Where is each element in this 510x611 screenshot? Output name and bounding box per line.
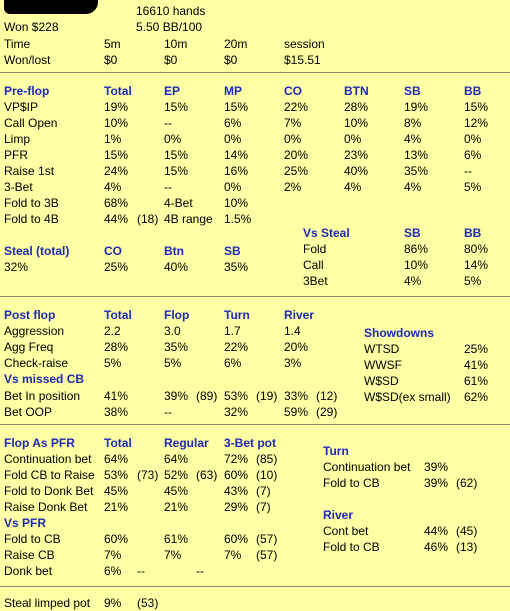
preflop-col-sb: SB [404, 84, 421, 98]
river-title: River [323, 508, 354, 522]
postflop-cell: 1.7 [224, 324, 241, 338]
time-col-10m: 10m [164, 37, 188, 51]
turn-row-label: Fold to CB [323, 476, 380, 490]
flop-pfr-col-regular: Regular [164, 436, 209, 450]
preflop-cell: 0% [224, 180, 242, 194]
fold-to-4b-count: (18) [137, 212, 159, 226]
vs-pfr-row-label: Donk bet [4, 564, 53, 578]
preflop-row-label: Call Open [4, 116, 58, 130]
river-row-label: Cont bet [323, 524, 369, 538]
postflop-col-total: Total [104, 308, 132, 322]
preflop-cell: 23% [344, 148, 369, 162]
vs-pfr-count: (57) [256, 548, 278, 562]
showdown-label: WWSF [364, 358, 402, 372]
flop-pfr-cell: 60% [224, 468, 249, 482]
postflop-cell: 3% [284, 356, 302, 370]
steal-col-btn: Btn [164, 244, 184, 258]
wonlost-session: $15.51 [284, 53, 321, 67]
vs-pfr-row-label: Fold to CB [4, 532, 61, 546]
vs-pfr-cell: -- [137, 564, 145, 578]
preflop-cell: 35% [404, 164, 429, 178]
preflop-cell: 4% [104, 180, 122, 194]
steal-title: Steal (total) [4, 244, 70, 258]
turn-cell: 39% [424, 460, 449, 474]
vs-steal-cell: 5% [464, 274, 482, 288]
showdown-label: W$SD [364, 374, 399, 388]
vs-pfr-count: (57) [256, 532, 278, 546]
showdown-value: 62% [464, 390, 489, 404]
preflop-col-mp: MP [224, 84, 242, 98]
showdown-value: 41% [464, 358, 489, 372]
vs-steal-col-sb: SB [404, 226, 421, 240]
preflop-cell: 24% [104, 164, 129, 178]
preflop-cell: 15% [224, 100, 249, 114]
postflop-row-label: Check-raise [4, 356, 69, 370]
four-bet-label: 4-Bet [164, 196, 193, 210]
vs-steal-row-label: Fold [303, 242, 327, 256]
postflop-col-river: River [284, 308, 315, 322]
flop-pfr-title: Flop As PFR [4, 436, 75, 450]
preflop-cell: -- [164, 116, 172, 130]
preflop-col-co: CO [284, 84, 302, 98]
preflop-cell: 4% [404, 132, 422, 146]
time-col-session: session [284, 37, 325, 51]
vs-steal-col-bb: BB [464, 226, 482, 240]
vs-steal-title: Vs Steal [303, 226, 350, 240]
time-col-5m: 5m [104, 37, 121, 51]
flop-pfr-count: (7) [256, 500, 271, 514]
flop-pfr-row-label: Raise Donk Bet [4, 500, 88, 514]
bet-in-position-count: (12) [316, 389, 338, 403]
preflop-cell: 12% [464, 116, 489, 130]
flop-pfr-cell: 64% [104, 452, 129, 466]
flop-pfr-count: (10) [256, 468, 278, 482]
river-row-label: Fold to CB [323, 540, 380, 554]
vs-pfr-row-label: Raise CB [4, 548, 55, 562]
preflop-cell: 22% [284, 100, 309, 114]
flop-pfr-cell: 29% [224, 500, 249, 514]
preflop-col-ep: EP [164, 84, 181, 98]
turn-row-label: Continuation bet [323, 460, 411, 474]
fold-to-3b-value: 68% [104, 196, 129, 210]
four-bet-range-value: 1.5% [224, 212, 252, 226]
preflop-cell: 6% [224, 116, 242, 130]
postflop-cell: 22% [224, 340, 249, 354]
preflop-row-label: 3-Bet [4, 180, 33, 194]
flop-pfr-cell: 45% [164, 484, 189, 498]
steal-limped-count: (53) [137, 596, 159, 610]
four-bet-value: 10% [224, 196, 249, 210]
won-amount: Won $228 [4, 20, 59, 34]
preflop-cell: 4% [344, 180, 362, 194]
preflop-cell: 7% [284, 116, 302, 130]
preflop-cell: 0% [464, 132, 482, 146]
bet-in-position-cell: 39% [164, 389, 189, 403]
preflop-cell: 2% [284, 180, 302, 194]
preflop-row-label: Limp [4, 132, 31, 146]
vs-pfr-cell: 60% [224, 532, 249, 546]
turn-cell: 39% [424, 476, 449, 490]
vs-pfr-cell: -- [196, 564, 204, 578]
bet-in-position-label: Bet In position [4, 389, 81, 403]
divider [0, 424, 510, 425]
vs-steal-row-label: 3Bet [303, 274, 328, 288]
preflop-title: Pre-flop [4, 84, 50, 98]
preflop-cell: 15% [164, 100, 189, 114]
divider [0, 586, 510, 587]
flop-pfr-cell: 53% [104, 468, 129, 482]
wonlost-label: Won/lost [4, 53, 51, 67]
preflop-cell: -- [164, 180, 172, 194]
river-count: (45) [456, 524, 478, 538]
time-col-20m: 20m [224, 37, 248, 51]
wonlost-10m: $0 [164, 53, 178, 67]
preflop-cell: 15% [164, 148, 189, 162]
showdown-label: WTSD [364, 342, 400, 356]
preflop-col-total: Total [104, 84, 132, 98]
preflop-cell: 0% [224, 132, 242, 146]
fold-to-3b-label: Fold to 3B [4, 196, 59, 210]
showdown-label: W$SD(ex small) [364, 390, 451, 404]
fold-to-4b-value: 44% [104, 212, 129, 226]
vs-pfr-cell: 7% [224, 548, 242, 562]
postflop-cell: 1.4 [284, 324, 301, 338]
preflop-cell: 40% [344, 164, 369, 178]
bet-oop-cell: 32% [224, 405, 249, 419]
preflop-row-label: VP$IP [4, 100, 39, 114]
steal-total-value: 32% [4, 260, 29, 274]
wonlost-5m: $0 [104, 53, 118, 67]
preflop-col-btn: BTN [344, 84, 369, 98]
preflop-cell: 0% [164, 132, 182, 146]
steal-col-co: CO [104, 244, 122, 258]
vs-steal-cell: 14% [464, 258, 489, 272]
bb-per-100: 5.50 BB/100 [136, 20, 203, 34]
flop-pfr-cell: 52% [164, 468, 189, 482]
hands-count: 16610 hands [136, 4, 206, 18]
flop-pfr-count: (7) [256, 484, 271, 498]
preflop-cell: 8% [404, 116, 422, 130]
vs-steal-cell: 4% [404, 274, 422, 288]
steal-limped-value: 9% [104, 596, 122, 610]
postflop-row-label: Aggression [4, 324, 65, 338]
showdown-value: 25% [464, 342, 489, 356]
preflop-row-label: PFR [4, 148, 28, 162]
preflop-cell: -- [464, 164, 472, 178]
steal-cell: 25% [104, 260, 129, 274]
postflop-cell: 20% [284, 340, 309, 354]
vs-pfr-cell: 7% [104, 548, 122, 562]
flop-pfr-row-label: Fold CB to Raise [4, 468, 95, 482]
postflop-cell: 5% [104, 356, 122, 370]
preflop-cell: 20% [284, 148, 309, 162]
bet-in-position-count: (89) [196, 389, 218, 403]
steal-limped-label: Steal limped pot [4, 596, 91, 610]
postflop-col-flop: Flop [164, 308, 190, 322]
preflop-row-label: Raise 1st [4, 164, 55, 178]
bet-in-position-cell: 33% [284, 389, 309, 403]
vs-pfr-cell: 7% [164, 548, 182, 562]
preflop-cell: 6% [464, 148, 482, 162]
river-cell: 46% [424, 540, 449, 554]
preflop-cell: 13% [404, 148, 429, 162]
postflop-row-label: Agg Freq [4, 340, 54, 354]
flop-pfr-col-total: Total [104, 436, 132, 450]
postflop-col-turn: Turn [224, 308, 250, 322]
postflop-cell: 3.0 [164, 324, 181, 338]
divider [0, 72, 510, 73]
flop-pfr-count: (73) [137, 468, 159, 482]
bet-oop-label: Bet OOP [4, 405, 53, 419]
flop-pfr-col-3bet: 3-Bet pot [224, 436, 276, 450]
redacted-player-name [4, 0, 98, 14]
postflop-cell: 5% [164, 356, 182, 370]
flop-pfr-cell: 21% [164, 500, 189, 514]
time-label: Time [4, 37, 31, 51]
vs-steal-cell: 80% [464, 242, 489, 256]
preflop-cell: 15% [104, 148, 129, 162]
turn-count: (62) [456, 476, 478, 490]
showdown-value: 61% [464, 374, 489, 388]
postflop-cell: 35% [164, 340, 189, 354]
bet-in-position-cell: 53% [224, 389, 249, 403]
vs-missed-cb-title: Vs missed CB [4, 372, 85, 386]
bet-oop-count: (29) [316, 405, 338, 419]
preflop-cell: 10% [104, 116, 129, 130]
flop-pfr-row-label: Fold to Donk Bet [4, 484, 94, 498]
preflop-cell: 25% [284, 164, 309, 178]
preflop-cell: 10% [344, 116, 369, 130]
steal-cell: 35% [224, 260, 249, 274]
bet-in-position-count: (19) [256, 389, 278, 403]
flop-pfr-cell: 72% [224, 452, 249, 466]
preflop-cell: 28% [344, 100, 369, 114]
fold-to-4b-label: Fold to 4B [4, 212, 59, 226]
bet-oop-cell: 59% [284, 405, 309, 419]
preflop-cell: 15% [164, 164, 189, 178]
preflop-cell: 1% [104, 132, 122, 146]
vs-pfr-title: Vs PFR [4, 516, 47, 530]
bet-oop-cell: -- [164, 405, 172, 419]
postflop-title: Post flop [4, 308, 56, 322]
preflop-cell: 16% [224, 164, 249, 178]
preflop-cell: 0% [284, 132, 302, 146]
flop-pfr-cell: 43% [224, 484, 249, 498]
vs-pfr-cell: 60% [104, 532, 129, 546]
flop-pfr-row-label: Continuation bet [4, 452, 92, 466]
steal-cell: 40% [164, 260, 189, 274]
preflop-cell: 14% [224, 148, 249, 162]
flop-pfr-cell: 21% [104, 500, 129, 514]
flop-pfr-count: (85) [256, 452, 278, 466]
postflop-cell: 28% [104, 340, 129, 354]
preflop-cell: 15% [464, 100, 489, 114]
vs-steal-cell: 86% [404, 242, 429, 256]
preflop-cell: 19% [404, 100, 429, 114]
river-cell: 44% [424, 524, 449, 538]
showdowns-title: Showdowns [364, 326, 434, 340]
vs-steal-row-label: Call [303, 258, 324, 272]
postflop-cell: 6% [224, 356, 242, 370]
vs-pfr-cell: 61% [164, 532, 189, 546]
preflop-cell: 19% [104, 100, 129, 114]
flop-pfr-cell: 64% [164, 452, 189, 466]
vs-pfr-cell: 6% [104, 564, 122, 578]
steal-col-sb: SB [224, 244, 241, 258]
bet-oop-cell: 38% [104, 405, 129, 419]
vs-steal-cell: 10% [404, 258, 429, 272]
preflop-cell: 0% [344, 132, 362, 146]
postflop-cell: 2.2 [104, 324, 121, 338]
flop-pfr-count: (63) [196, 468, 218, 482]
bet-in-position-cell: 41% [104, 389, 129, 403]
four-bet-range-label: 4B range [164, 212, 213, 226]
preflop-cell: 4% [404, 180, 422, 194]
preflop-col-bb: BB [464, 84, 482, 98]
river-count: (13) [456, 540, 478, 554]
turn-title: Turn [323, 444, 349, 458]
preflop-cell: 5% [464, 180, 482, 194]
divider [0, 296, 510, 297]
flop-pfr-cell: 45% [104, 484, 129, 498]
wonlost-20m: $0 [224, 53, 238, 67]
